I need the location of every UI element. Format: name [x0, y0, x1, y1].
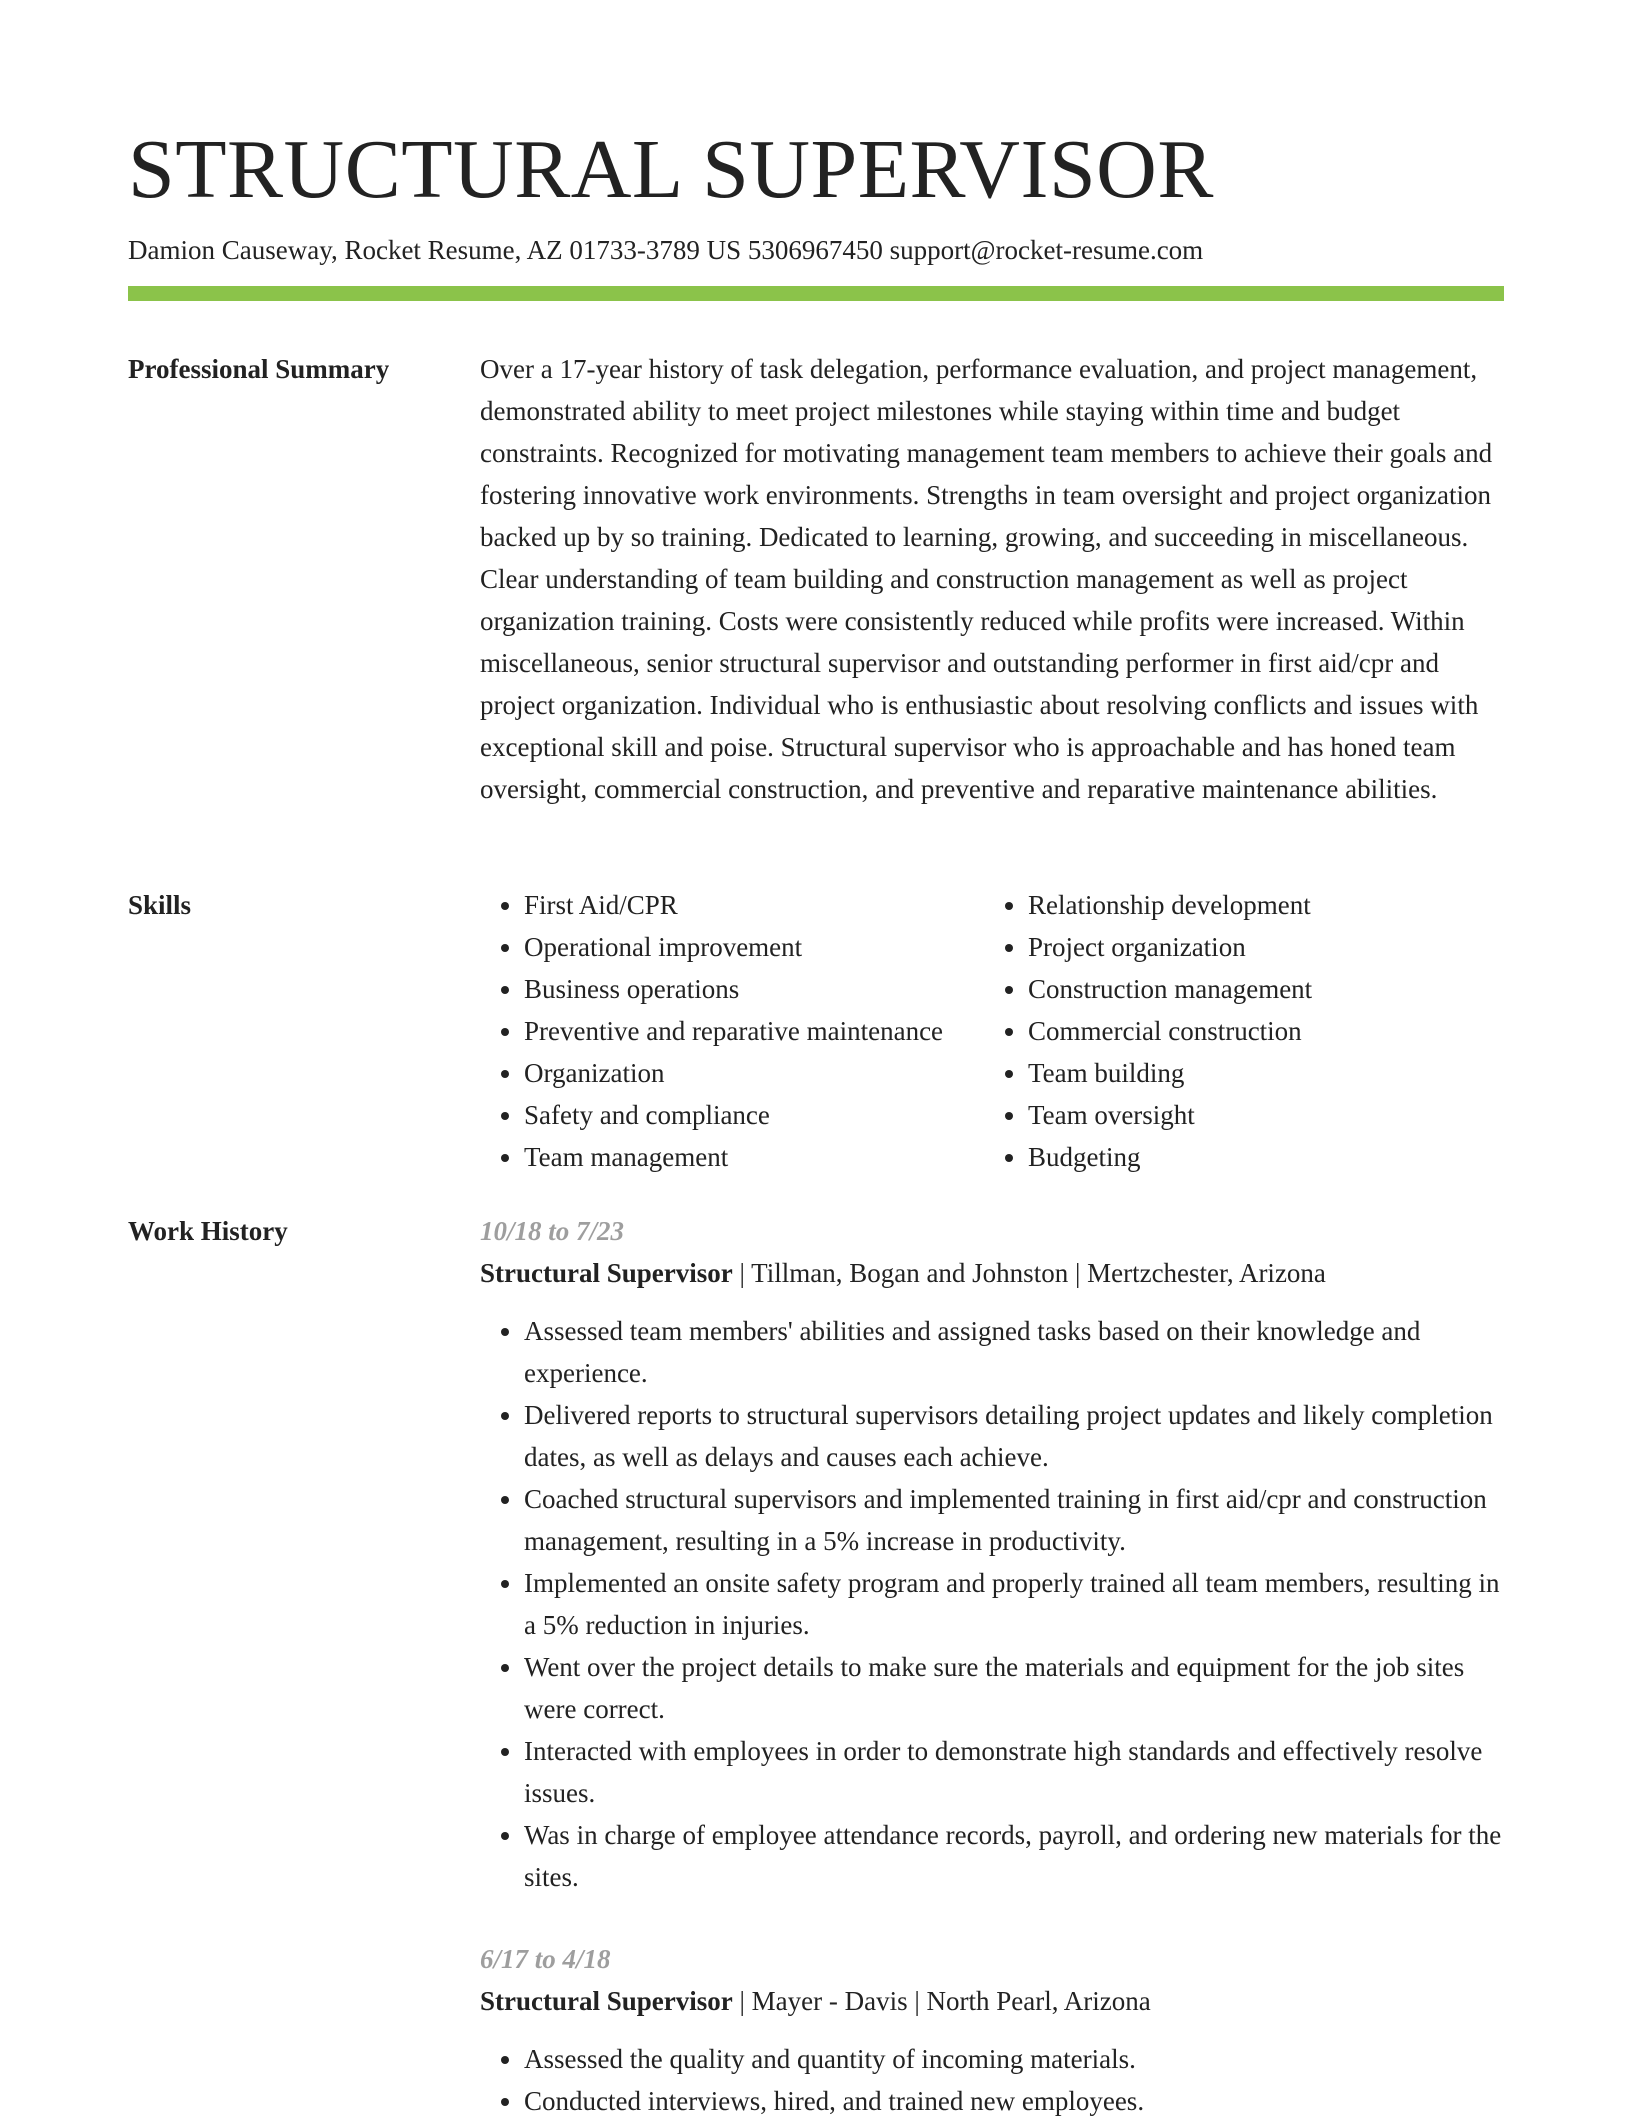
skill-item: • Business operations: [524, 968, 984, 1010]
job-bullet: • Assessed the quality and quantity of incoming materials.: [524, 2038, 1510, 2080]
job-details: | Mayer - Davis | North Pearl, Arizona: [732, 1986, 1151, 2016]
contact-line: Damion Causeway, Rocket Resume, AZ 01733-3789 US 5306967450 support@rocket-resume.com: [128, 235, 1204, 265]
skills-columns: [480, 884, 1510, 1178]
skill-item: • Operational improvement: [524, 926, 984, 968]
job-bullets: [480, 2038, 1510, 2122]
job-bullet: • Delivered reports to structural supervisors detailing project updates and likely completion dates, as well as delays and causes each achieve.: [524, 1394, 1510, 1478]
skill-item: • Project organization: [1028, 926, 1498, 968]
skill-item: • Preventive and reparative maintenance: [524, 1010, 984, 1052]
skill-item: • Commercial construction: [1028, 1010, 1498, 1052]
work-section: [480, 1210, 1510, 2122]
job-bullet: • Coached structural supervisors and implemented training in first aid/cpr and construction management, resulting in a 5% increase in productivity.: [524, 1478, 1510, 1562]
skill-item: • Safety and compliance: [524, 1094, 984, 1136]
job-bullet: • Interacted with employees in order to demonstrate high standards and effectively resolve issues.: [524, 1730, 1510, 1814]
job-entry: [480, 1210, 1510, 1898]
job-bullet: • Was in charge of employee attendance records, payroll, and ordering new materials for the sites.: [524, 1814, 1510, 1898]
skill-item: • Relationship development: [1028, 884, 1498, 926]
job-entry: [480, 1938, 1510, 2122]
job-bullets: [480, 1310, 1510, 1898]
skill-item: • Team oversight: [1028, 1094, 1498, 1136]
job-dates: 10/18 to 7/23: [480, 1216, 625, 1246]
job-bullet: • Went over the project details to make sure the materials and equipment for the job sites were correct.: [524, 1646, 1510, 1730]
header-divider: [128, 286, 1504, 301]
job-title: Structural Supervisor: [480, 1986, 733, 2016]
skill-item: • Budgeting: [1028, 1136, 1498, 1178]
resume-title: STRUCTURAL SUPERVISOR: [128, 123, 1214, 216]
job-dates: 6/17 to 4/18: [480, 1944, 611, 1974]
summary-section: [480, 348, 1510, 810]
job-bullet: • Implemented an onsite safety program and properly trained all team members, resulting in a 5% reduction in injuries.: [524, 1562, 1510, 1646]
skill-item: • First Aid/CPR: [524, 884, 984, 926]
skill-item: • Construction management: [1028, 968, 1498, 1010]
skills-list-right: [984, 884, 1498, 1178]
job-bullet: • Assessed team members' abilities and assigned tasks based on their knowledge and experience.: [524, 1310, 1510, 1394]
section-label-skills: Skills: [128, 890, 192, 920]
job-details: | Tillman, Bogan and Johnston | Mertzchester, Arizona: [732, 1258, 1326, 1288]
skills-section: [480, 884, 1510, 1178]
section-label-work: Work History: [128, 1216, 288, 1246]
job-heading: [480, 1252, 1510, 1294]
skills-list-left: [480, 884, 984, 1178]
skill-item: • Team building: [1028, 1052, 1498, 1094]
job-bullet: • Conducted interviews, hired, and trained new employees.: [524, 2080, 1510, 2122]
skill-item: • Team management: [524, 1136, 984, 1178]
skill-item: • Organization: [524, 1052, 984, 1094]
job-title: Structural Supervisor: [480, 1258, 733, 1288]
section-label-summary: Professional Summary: [128, 354, 390, 384]
summary-text: Over a 17-year history of task delegation, performance evaluation, and project management, demonstrated ability to meet project milestones while staying within time and budget constraints. Recognized for motivating management team members to achieve their goals and fostering innovative work environments. Strengths in team oversight and project organization backed up by so training. Dedicated to learning, growing, and succeeding in miscellaneous. Clear understanding of team building and construction management as well as project organization training. Costs were consistently reduced while profits were increased. Within miscellaneous, senior structural supervisor and outstanding performer in first aid/cpr and project organization. Individual who is enthusiastic about resolving conflicts and issues with exceptional skill and poise. Structural supervisor who is approachable and has honed team oversight, commercial construction, and preventive and reparative maintenance abilities.: [480, 354, 1493, 804]
job-heading: [480, 1980, 1510, 2022]
